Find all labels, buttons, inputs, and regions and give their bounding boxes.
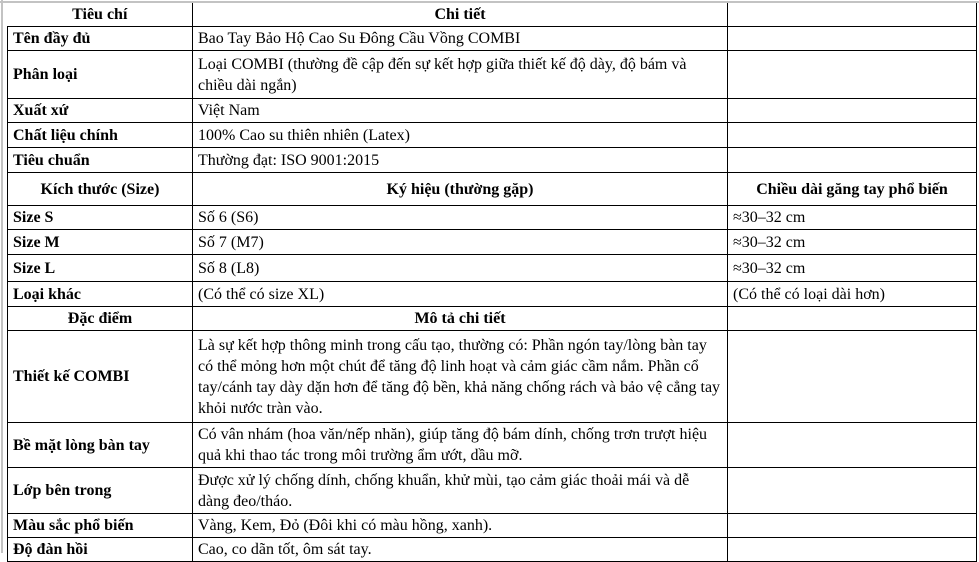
row-label-material: Chất liệu chính: [8, 123, 193, 148]
row-extra-cell: [728, 423, 977, 468]
table-row: [8, 27, 977, 51]
section2-header-size: Kích thước (Size): [8, 173, 193, 206]
row-detail-inner-layer: Được xử lý chống dính, chống khuẩn, khử mùi, tạo cảm giác thoải mái và dễ dàng đeo/tháo.: [193, 468, 728, 514]
section1-header-detail: Chi tiết: [193, 3, 728, 27]
row-detail-other-size: (Có thể có size XL): [193, 282, 728, 307]
row-label-inner-layer: Lớp bên trong: [8, 468, 193, 514]
row-detail-material: 100% Cao su thiên nhiên (Latex): [193, 123, 728, 148]
table-row: [8, 423, 977, 468]
row-extra-cell: [728, 331, 977, 423]
section2-header-length: Chiều dài găng tay phổ biến: [728, 173, 977, 206]
row-label-size-s: Size S: [8, 206, 193, 230]
table-row: [8, 123, 977, 148]
row-detail-origin: Việt Nam: [193, 99, 728, 123]
row-extra-cell: [728, 51, 977, 99]
row-label-size-m: Size M: [8, 230, 193, 255]
row-detail-colors: Vàng, Kem, Đỏ (Đôi khi có màu hồng, xanh).: [193, 514, 728, 538]
row-extra-size-m: ≈30–32 cm: [728, 230, 977, 255]
row-label-elasticity: Độ đàn hồi: [8, 538, 193, 562]
row-extra-size-s: ≈30–32 cm: [728, 206, 977, 230]
row-label-other-size: Loại khác: [8, 282, 193, 307]
table-row: [8, 206, 977, 230]
section1-header-row: [8, 3, 977, 27]
table-row: [8, 514, 977, 538]
row-detail-size-l: Số 8 (L8): [193, 255, 728, 282]
section1-header-extra: [728, 3, 977, 27]
page-boundary-left: [1, 0, 3, 553]
row-detail-standard: Thường đạt: ISO 9001:2015: [193, 148, 728, 173]
row-detail-elasticity: Cao, co dãn tốt, ôm sát tay.: [193, 538, 728, 562]
section3-header-row: [8, 307, 977, 331]
row-detail-full-name: Bao Tay Bảo Hộ Cao Su Đông Cầu Vồng COMBI: [193, 27, 728, 51]
product-spec-table: [7, 3, 977, 562]
section2-header-row: [8, 173, 977, 206]
row-label-origin: Xuất xứ: [8, 99, 193, 123]
table-row: [8, 148, 977, 173]
row-label-palm-surface: Bề mặt lòng bàn tay: [8, 423, 193, 468]
table-row: [8, 255, 977, 282]
table-row: [8, 538, 977, 562]
row-extra-cell: [728, 27, 977, 51]
row-label-colors: Màu sắc phổ biến: [8, 514, 193, 538]
table-row: [8, 99, 977, 123]
table-row: [8, 282, 977, 307]
table-row: [8, 230, 977, 255]
section3-header-description: Mô tả chi tiết: [193, 307, 728, 331]
section2-header-symbol: Ký hiệu (thường gặp): [193, 173, 728, 206]
row-label-full-name: Tên đầy đủ: [8, 27, 193, 51]
row-extra-cell: [728, 468, 977, 514]
row-extra-other-size: (Có thể có loại dài hơn): [728, 282, 977, 307]
row-extra-cell: [728, 148, 977, 173]
row-detail-size-m: Số 7 (M7): [193, 230, 728, 255]
row-detail-classification: Loại COMBI (thường đề cập đến sự kết hợp giữa thiết kế độ dày, độ bám và chiều dài ngắn): [193, 51, 728, 99]
table-row: [8, 51, 977, 99]
row-label-classification: Phân loại: [8, 51, 193, 99]
row-detail-combi-design: Là sự kết hợp thông minh trong cấu tạo, thường có: Phần ngón tay/lòng bàn tay có thể mỏng hơn một chút để tăng độ linh hoạt và cảm giác cầm nắm. Phần cổ tay/cánh tay dày dặn hơn để tăng độ bền, khả năng chống rách và bảo vệ cẳng tay khỏi nước tràn vào.: [193, 331, 728, 423]
section3-header-extra: [728, 307, 977, 331]
table-row: [8, 331, 977, 423]
row-label-standard: Tiêu chuẩn: [8, 148, 193, 173]
row-detail-size-s: Số 6 (S6): [193, 206, 728, 230]
row-extra-cell: [728, 514, 977, 538]
row-label-size-l: Size L: [8, 255, 193, 282]
row-detail-palm-surface: Có vân nhám (hoa văn/nếp nhăn), giúp tăng độ bám dính, chống trơn trượt hiệu quả khi thao tác trong môi trường ẩm ướt, dầu mỡ.: [193, 423, 728, 468]
row-label-combi-design: Thiết kế COMBI: [8, 331, 193, 423]
section1-header-criteria: Tiêu chí: [8, 3, 193, 27]
row-extra-size-l: ≈30–32 cm: [728, 255, 977, 282]
section3-header-feature: Đặc điểm: [8, 307, 193, 331]
row-extra-cell: [728, 99, 977, 123]
row-extra-cell: [728, 123, 977, 148]
row-extra-cell: [728, 538, 977, 562]
table-row: [8, 468, 977, 514]
